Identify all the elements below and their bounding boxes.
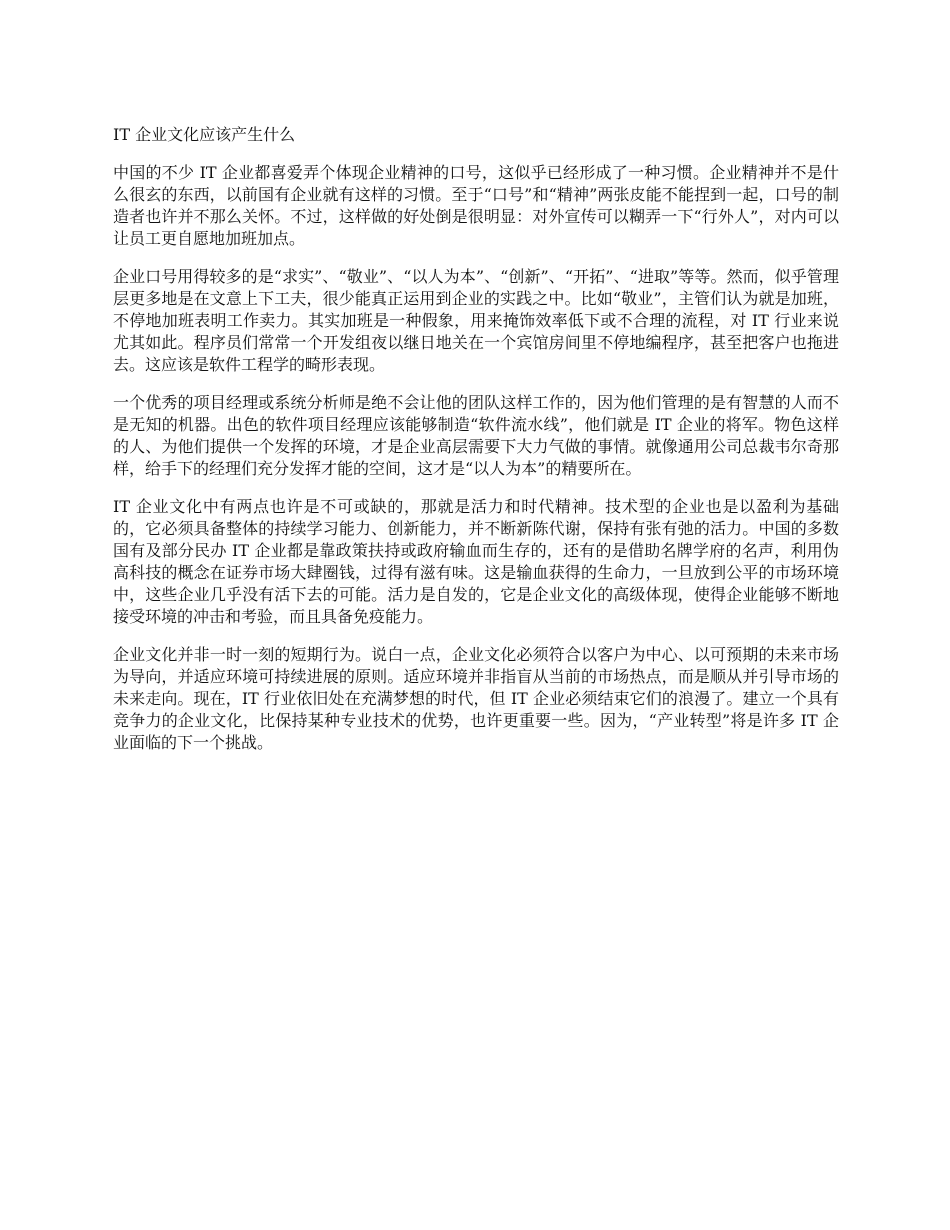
paragraph-2: 企业口号用得较多的是“求实”、“敬业”、“以人为本”、“创新”、“开拓”、“进取”等等。然而，似乎管理层更多地是在文意上下工夫，很少能真正运用到企业的实践之中。比如“敬业”，主管们认为就是加班，不停地加班表明工作卖力。其实加班是一种假象，用来掩饰效率低下或不合理的流程，对 IT 行业来说尤其如此。程序员们常常一个开发组夜以继日地关在一个宾馆房间里不停地编程序，甚至把客户也拖进去。这应该是软件工程学的畸形表现。 (113, 267, 839, 374)
document-page (113, 124, 839, 770)
document-title: IT 企业文化应该产生什么 (113, 125, 296, 144)
paragraph-3: 一个优秀的项目经理或系统分析师是绝不会让他的团队这样工作的，因为他们管理的是有智慧的人而不是无知的机器。出色的软件项目经理应该能够制造“软件流水线”，他们就是 IT 企业的将军。物色这样的人、为他们提供一个发挥的环境，才是企业高层需要下大力气做的事情。就像通用公司总裁韦尔奇那样，给手下的经理们充分发挥才能的空间，这才是“以人为本”的精要所在。 (113, 393, 839, 478)
paragraph-4: IT 企业文化中有两点也许是不可或缺的，那就是活力和时代精神。技术型的企业也是以盈利为基础的，它必须具备整体的持续学习能力、创新能力，并不断新陈代谢，保持有张有弛的活力。中国的多数国有及部分民办 IT 企业都是靠政策扶持或政府输血而生存的，还有的是借助名牌学府的名声，利用伪高科技的概念在证券市场大肆圈钱，过得有滋有味。这是输血获得的生命力，一旦放到公平的市场环境中，这些企业几乎没有活下去的可能。活力是自发的，它是企业文化的高级体现，使得企业能够不断地接受环境的冲击和考验，而且具备免疫能力。 (113, 497, 839, 626)
paragraph-1: 中国的不少 IT 企业都喜爱弄个体现企业精神的口号，这似乎已经形成了一种习惯。企业精神并不是什么很玄的东西，以前国有企业就有这样的习惯。至于“口号”和“精神”两张皮能不能捏到一起，口号的制造者也许并不那么关怀。不过，这样做的好处倒是很明显：对外宣传可以糊弄一下“行外人”，对内可以让员工更自愿地加班加点。 (113, 163, 839, 248)
paragraph-5: 企业文化并非一时一刻的短期行为。说白一点，企业文化必须符合以客户为中心、以可预期的未来市场为导向，并适应环境可持续进展的原则。适应环境并非指盲从当前的市场热点，而是顺从并引导市场的未来走向。现在，IT 行业依旧处在充满梦想的时代，但 IT 企业必须结束它们的浪漫了。建立一个具有竞争力的企业文化，比保持某种专业技术的优势，也许更重要一些。因为，“产业转型”将是许多 IT 企业面临的下一个挑战。 (113, 645, 839, 752)
